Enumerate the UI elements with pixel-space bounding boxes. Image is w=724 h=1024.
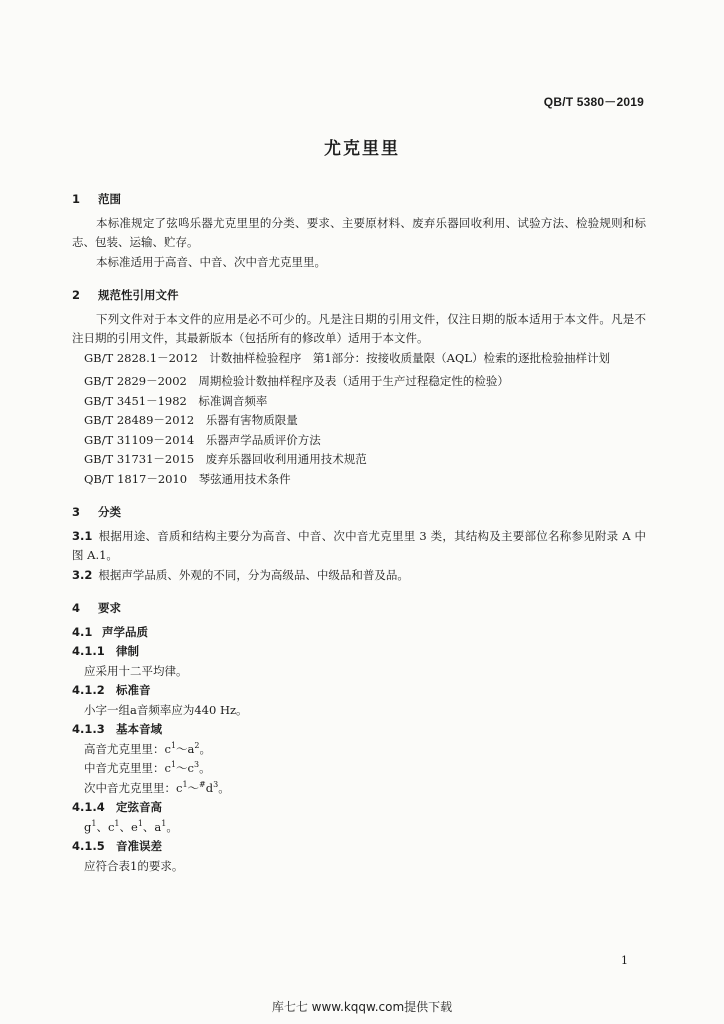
reference-item: GB/T 2828.1－2012 计数抽样检验程序 第1部分：按接收质量限（AQL）检索的逐批检验抽样计划: [84, 350, 611, 365]
range-concert: 中音尤克里里：$c^1\sim c^3$。: [84, 760, 211, 775]
section-title: 规范性引用文件: [98, 288, 179, 302]
reference-item: GB/T 28489－2012 乐器有害物质限量: [84, 413, 298, 427]
clause-4-1-5-heading: 4.1.5 音准误差: [72, 839, 162, 853]
clause-4-1-2-heading: 4.1.2 标准音: [72, 683, 151, 697]
range-soprano: 高音尤克里里：$c^1\sim a^2$。: [84, 740, 211, 756]
scope-paragraph-1: 本标准规定了弦鸣乐器尤克里里的分类、要求、主要原材料、废弃乐器回收利用、试验方法、检验规则和标志、包装、运输、贮存。: [72, 215, 646, 249]
page-number: 1: [621, 954, 628, 967]
section-3-heading: [72, 503, 646, 523]
standard-pitch-text: 小字一组a音频率应为440 Hz。: [84, 702, 248, 717]
clause-4-1-1-heading: 4.1.1 律制: [72, 644, 139, 658]
section-title: 分类: [98, 505, 121, 519]
clause-3-1: 3.1 根据用途、音质和结构主要分为高音、中音、次中音尤克里里 3 类，其结构及主要部位名称参见附录 A 中图 A.1。: [72, 528, 646, 562]
tuning-pitches: $g^1$、$c^1$、$e^1$、$a^1$。: [84, 818, 178, 834]
reference-item: GB/T 2829－2002 周期检验计数抽样程序及表（适用于生产过程稳定性的检验）: [84, 374, 509, 388]
section-title: 要求: [98, 601, 121, 615]
document-title: 尤克里里: [324, 139, 400, 159]
intonation-error-text: 应符合表1的要求。: [84, 858, 184, 873]
reference-item: GB/T 31731－2015 废弃乐器回收利用通用技术规范: [84, 452, 367, 466]
temperament-text: 应采用十二平均律。: [84, 663, 188, 678]
document-body: [72, 184, 646, 876]
standard-number: QB/T 5380－2019: [543, 95, 644, 109]
clause-3-2: 3.2 根据声学品质、外观的不同，分为高级品、中级品和普及品。: [72, 567, 409, 582]
section-number: 2: [72, 288, 81, 302]
section-number: 1: [72, 192, 81, 206]
clause-4-1-4-heading: 4.1.4 定弦音高: [72, 800, 162, 814]
section-number: 3: [72, 505, 81, 519]
section-2-heading: [72, 286, 646, 306]
clause-4-1-3-heading: 4.1.3 基本音域: [72, 722, 162, 736]
scope-paragraph-2: 本标准适用于高音、中音、次中音尤克里里。: [96, 254, 326, 269]
section-1-heading: [72, 190, 646, 210]
subsection-4-1-heading: 4.1 声学品质: [72, 624, 148, 639]
section-4-heading: [72, 599, 646, 619]
reference-item: QB/T 1817－2010 琴弦通用技术条件: [84, 471, 291, 486]
section-number: 4: [72, 601, 81, 615]
range-tenor: 次中音尤克里里：$c^1\sim^{\#}d^3$。: [84, 779, 230, 795]
reference-item: GB/T 3451－1982 标准调音频率: [84, 393, 268, 408]
references-intro: 下列文件对于本文件的应用是必不可少的。凡是注日期的引用文件，仅注日期的版本适用于本文件。凡是不注日期的引用文件，其最新版本（包括所有的修改单）适用于本文件。: [72, 311, 646, 345]
download-footer: 库七七 www.kqqw.com提供下载: [271, 1000, 453, 1014]
reference-item: GB/T 31109－2014 乐器声学品质评价方法: [84, 432, 321, 447]
section-title: 范围: [98, 192, 121, 206]
